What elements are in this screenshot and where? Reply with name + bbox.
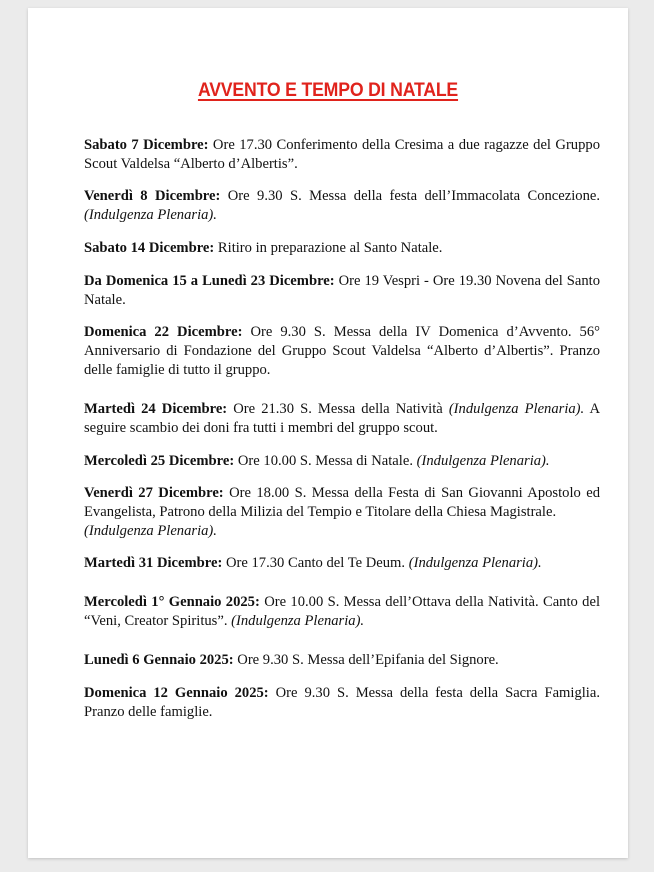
event-date: Martedì 24 Dicembre:	[84, 401, 228, 417]
event-date: Mercoledì 25 Dicembre:	[84, 453, 235, 469]
event-date: Domenica 22 Dicembre:	[84, 324, 243, 340]
document-title: AVVENTO E TEMPO DI NATALE	[197, 80, 459, 101]
event-entry	[84, 272, 600, 310]
event-entry	[84, 651, 600, 670]
event-description: Ore 17.30 Canto del Te Deum.	[225, 555, 406, 571]
event-date: Mercoledì 1° Gennaio 2025:	[84, 594, 260, 610]
event-date: Lunedì 6 Gennaio 2025:	[84, 652, 234, 668]
event-description: Ore 21.30 S. Messa della Natività	[233, 401, 443, 417]
event-indulgence-note: (Indulgenza Plenaria).	[448, 401, 585, 417]
event-description: Ore 18.00 S. Messa della Festa di San Giovanni Apostolo ed Evangelista, Patrono della Milizia del Tempio e Titolare della Chiesa Magistrale.	[84, 485, 600, 520]
event-date: Domenica 12 Gennaio 2025:	[84, 685, 269, 701]
event-entry	[84, 400, 600, 438]
event-description-continued: A seguire scambio dei doni fra tutti i membri del gruppo scout.	[84, 401, 600, 436]
event-date: Da Domenica 15 a Lunedì 23 Dicembre:	[84, 273, 335, 289]
event-indulgence-note: (Indulgenza Plenaria).	[84, 523, 217, 539]
event-description: Ore 17.30 Conferimento della Cresima a due ragazze del Gruppo Scout Valdelsa “Alberto d’Albertis”.	[84, 137, 600, 172]
event-date: Sabato 7 Dicembre:	[84, 137, 209, 153]
event-description: Ore 9.30 S. Messa della IV Domenica d’Avvento. 56° Anniversario di Fondazione del Gruppo Scout Valdelsa “Alberto d’Albertis”. Pranzo delle famiglie di tutto il gruppo.	[84, 324, 600, 378]
events-list	[84, 136, 600, 722]
event-entry	[84, 187, 600, 225]
event-entry	[84, 554, 600, 573]
event-description: Ritiro in preparazione al Santo Natale.	[217, 240, 443, 256]
event-entry	[84, 136, 600, 174]
event-entry	[84, 239, 600, 258]
event-indulgence-note: (Indulgenza Plenaria).	[408, 555, 542, 571]
event-entry	[84, 452, 600, 471]
event-date: Venerdì 27 Dicembre:	[84, 485, 224, 501]
event-entry	[84, 484, 600, 541]
event-date: Venerdì 8 Dicembre:	[84, 188, 221, 204]
event-indulgence-note: (Indulgenza Plenaria).	[84, 207, 217, 223]
event-entry	[84, 684, 600, 722]
event-indulgence-note: (Indulgenza Plenaria).	[231, 613, 365, 629]
event-description: Ore 9.30 S. Messa della festa della Sacra Famiglia. Pranzo delle famiglie.	[84, 685, 600, 720]
event-entry	[84, 593, 600, 631]
event-description: Ore 9.30 S. Messa della festa dell’Immacolata Concezione.	[227, 188, 601, 204]
event-description: Ore 10.00 S. Messa dell’Ottava della Natività. Canto del “Veni, Creator Spiritus”.	[84, 594, 600, 629]
event-date: Sabato 14 Dicembre:	[84, 240, 215, 256]
event-description: Ore 10.00 S. Messa di Natale.	[237, 453, 413, 469]
document-page	[28, 8, 628, 858]
event-entry	[84, 323, 600, 380]
event-description: Ore 19 Vespri - Ore 19.30 Novena del Santo Natale.	[84, 273, 600, 308]
event-indulgence-note: (Indulgenza Plenaria).	[416, 453, 550, 469]
event-date: Martedì 31 Dicembre:	[84, 555, 223, 571]
event-description: Ore 9.30 S. Messa dell’Epifania del Signore.	[237, 652, 499, 668]
